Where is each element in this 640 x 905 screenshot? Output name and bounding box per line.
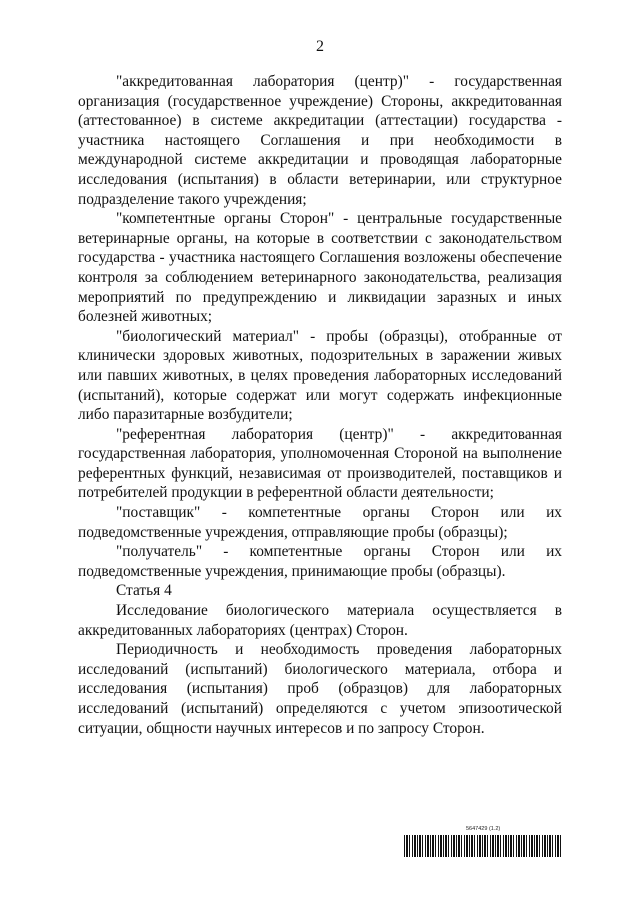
definition-reference-laboratory: "референтная лаборатория (центр)" - аккредитованная государственная лаборатория, уполномоченная Стороной на выполнение референтных функций, независимая от производителей, поставщиков и потребителей продукции в референтной области деятельности; — [78, 425, 562, 502]
page-number: 2 — [316, 38, 324, 55]
article-paragraph: Периодичность и необходимость проведения лабораторных исследований (испытаний) биологического материала, отбора и исследования (испытания) проб (образцов) для лабораторных исследований (испытаний) определяются с учетом эпизоотической ситуации, общности научных интересов и по запросу Сторон. — [78, 641, 562, 737]
barcode-caption: 5647429 (1.2) — [466, 826, 501, 832]
definition-competent-authorities: "компетентные органы Сторон" - центральные государственные ветеринарные органы, на которые в соответствии с законодательством государства - участника настоящего Соглашения возложены обеспечение контроля за соблюдением ветеринарного законодательства, реализация мероприятий по предупреждению и ликвидации заразных и иных болезней животных; — [78, 210, 562, 326]
article-paragraph: Исследование биологического материала осуществляется в аккредитованных лабораториях (центрах) Сторон. — [78, 602, 562, 639]
document-barcode — [404, 826, 564, 862]
definition-biological-material: "биологический материал" - пробы (образцы), отобранные от клинически здоровых животных, подозрительных в заражении живых или павших животных, в целях проведения лабораторных исследований (испытаний), которые содержат или могут содержать инфекционные либо паразитарные возбудители; — [78, 327, 562, 424]
definition-accredited-laboratory: "аккредитованная лаборатория (центр)" - государственная организация (государственное учреждение) Стороны, аккредитованная (аттестованное) в системе аккредитации (аттестации) государства - участника настоящего Соглашения и при необходимости в международной системе аккредитации и проводящая лабораторные исследования (испытания) в области ветеринарии, или структурное подразделение такого учреждения; — [78, 73, 562, 208]
document-body — [78, 72, 562, 738]
article-title: Статья 4 — [116, 582, 172, 600]
definition-supplier: "поставщик" - компетентные органы Сторон или их подведомственные учреждения, отправляющие пробы (образцы); — [78, 504, 562, 541]
definition-recipient: "получатель" - компетентные органы Сторон или их подведомственные учреждения, принимающие пробы (образцы). — [78, 543, 562, 580]
barcode-icon — [404, 835, 562, 857]
